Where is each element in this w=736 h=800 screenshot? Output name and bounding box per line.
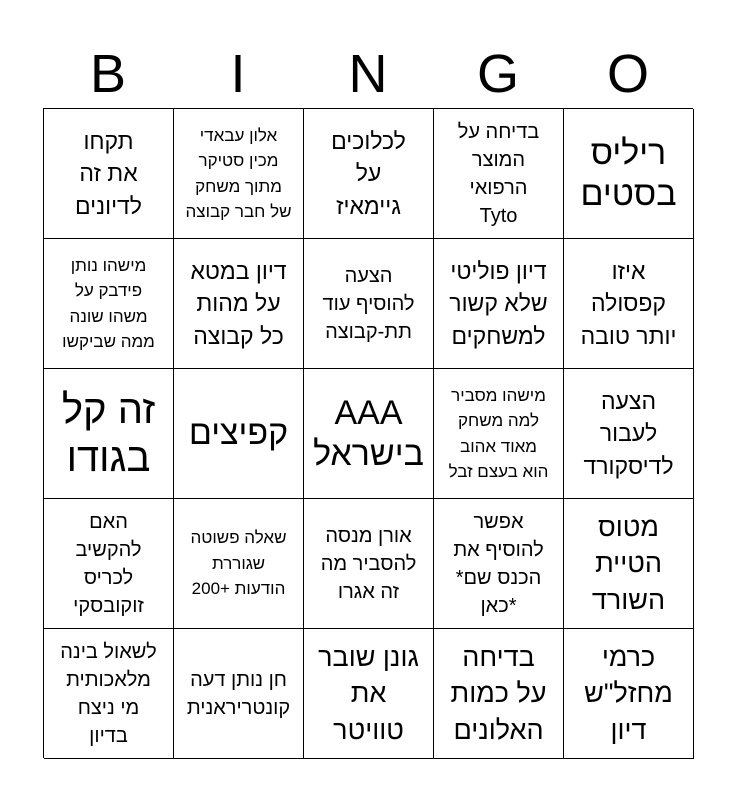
cell-text: מטוס הטיית השורד: [591, 511, 666, 615]
header-letter-i: I: [230, 44, 246, 104]
bingo-card: [43, 108, 693, 758]
cell-text: אלון עבאדי מכין סטיקר מתוך משחק של חבר קבוצה: [185, 125, 292, 221]
header-letter-b: B: [89, 44, 127, 104]
bingo-cell[interactable]: [304, 499, 434, 629]
bingo-cell[interactable]: [174, 499, 304, 629]
bingo-cell[interactable]: [304, 629, 434, 759]
bingo-cell[interactable]: [564, 239, 694, 369]
cell-text: מישהו מסביר למה משחק מאוד אהוב הוא בעצם זבל: [448, 385, 549, 481]
cell-text: הצעה להוסיף עוד תת-קבוצה: [322, 264, 415, 343]
bingo-cell[interactable]: [44, 109, 174, 239]
cell-text: לשאול בינה מלאכותית מי ניצח בדיון: [60, 640, 157, 747]
bingo-cell[interactable]: [564, 499, 694, 629]
bingo-cell[interactable]: [174, 629, 304, 759]
header-letter-g: G: [476, 44, 519, 104]
cell-text: לכלוכים על גיימאיז: [331, 128, 406, 219]
cell-text: אפשר להוסיף את הכנס שם* *כאן: [453, 510, 544, 617]
bingo-cell[interactable]: [44, 239, 174, 369]
cell-text: שאלה פשוטה שגוררת הודעות +200: [190, 528, 287, 599]
cell-text: אורן מנסה להסביר מה זה אגרו: [320, 524, 417, 603]
bingo-cell[interactable]: [434, 499, 564, 629]
cell-text: תקחו את זה לדיונים: [75, 128, 142, 219]
cell-text: דיון במטא על מהות כל קבוצה: [190, 258, 287, 349]
bingo-cell[interactable]: [304, 109, 434, 239]
cell-text: בדיחה על המוצר הרפואי Tyto: [457, 120, 540, 227]
bingo-cell[interactable]: [434, 109, 564, 239]
bingo-cell[interactable]: [434, 369, 564, 499]
cell-text: האם להקשיב לכריס זוקובסקי: [73, 510, 144, 617]
cell-text: איזו קפסולה יותר טובה: [580, 258, 677, 349]
header-letter-n: N: [348, 44, 388, 104]
bingo-cell[interactable]: [174, 369, 304, 499]
cell-text: גונן שובר את טוויטר: [318, 641, 419, 745]
cell-text: בדיחה על כמות האלונים: [450, 641, 547, 745]
bingo-cell[interactable]: [434, 239, 564, 369]
bingo-cell[interactable]: [564, 369, 694, 499]
cell-text: כרמי מחזל"ש דיון: [584, 641, 673, 745]
bingo-cell[interactable]: [564, 109, 694, 239]
header-letter-o: O: [606, 44, 649, 104]
cell-text: הצעה לעבור לדיסקורד: [583, 388, 674, 479]
bingo-cell[interactable]: [564, 629, 694, 759]
cell-text: AAA בישראל: [313, 393, 424, 473]
bingo-cell[interactable]: [304, 369, 434, 499]
bingo-cell[interactable]: [174, 239, 304, 369]
bingo-header: [43, 40, 693, 108]
bingo-cell[interactable]: [44, 629, 174, 759]
bingo-cell[interactable]: [44, 499, 174, 629]
cell-text: קפיצים: [188, 414, 289, 453]
bingo-cell[interactable]: [44, 369, 174, 499]
bingo-cell[interactable]: [434, 629, 564, 759]
bingo-cell[interactable]: [304, 239, 434, 369]
bingo-cell[interactable]: [174, 109, 304, 239]
cell-text: מישהו נותן פידבק על משהו שונה ממה שביקשו: [62, 255, 155, 351]
cell-text: חן נותן דעה קונטריראנית: [186, 668, 291, 719]
cell-text: זה קל בגודו: [61, 387, 156, 480]
cell-text: ריליס בסטים: [580, 133, 677, 213]
cell-text: דיון פוליטי שלא קשור למשחקים: [449, 258, 548, 349]
